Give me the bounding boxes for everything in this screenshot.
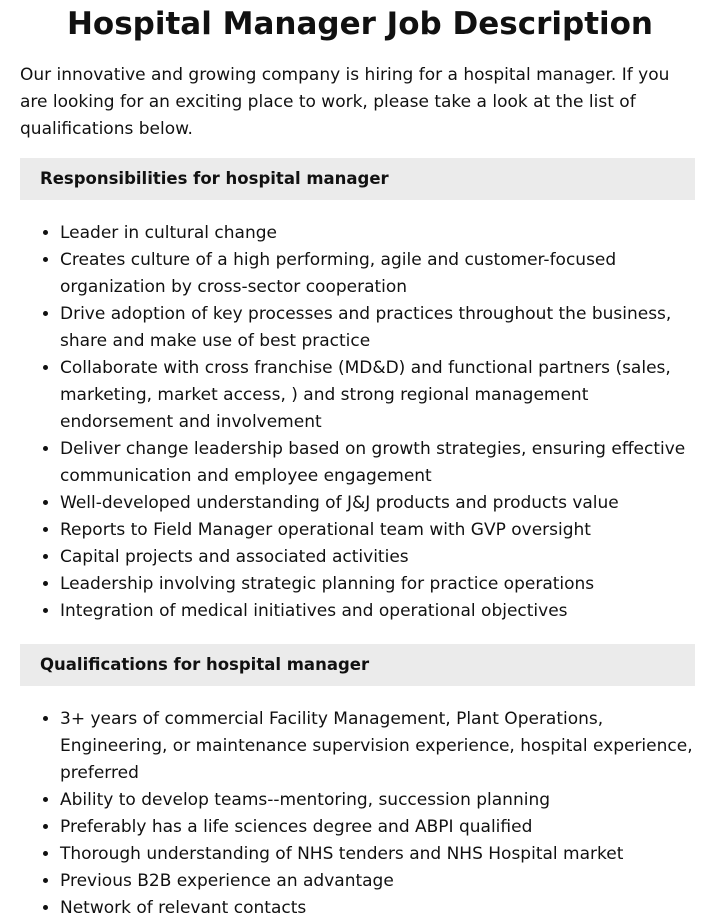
- list-item: • Network of relevant contacts: [60, 895, 700, 922]
- list-item: • Deliver change leadership based on growth strategies, ensuring effective communication and employee engagement: [60, 436, 700, 490]
- list-item: • Drive adoption of key processes and practices throughout the business, share and make use of best practice: [60, 301, 700, 355]
- list-item: • Integration of medical initiatives and operational objectives: [60, 598, 700, 625]
- list-item: • 3+ years of commercial Facility Management, Plant Operations, Engineering, or maintenance supervision experience, hospital experience, preferred: [60, 706, 700, 787]
- list-item: • Reports to Field Manager operational team with GVP oversight: [60, 517, 700, 544]
- list-item: • Well-developed understanding of J&J products and products value: [60, 490, 700, 517]
- qualifications-list: [0, 706, 700, 922]
- list-item: • Leadership involving strategic planning for practice operations: [60, 571, 700, 598]
- list-item: • Previous B2B experience an advantage: [60, 868, 700, 895]
- list-item: • Thorough understanding of NHS tenders and NHS Hospital market: [60, 841, 700, 868]
- list-item: • Capital projects and associated activities: [60, 544, 700, 571]
- responsibilities-list: [0, 220, 700, 625]
- list-item: • Leader in cultural change: [60, 220, 700, 247]
- list-item: • Creates culture of a high performing, agile and customer-focused organization by cross-sector cooperation: [60, 247, 700, 301]
- responsibilities-heading: Responsibilities for hospital manager: [20, 158, 695, 200]
- list-item: • Collaborate with cross franchise (MD&D) and functional partners (sales, marketing, market access, ) and strong regional management endorsement and involvement: [60, 355, 700, 436]
- qualifications-heading: Qualifications for hospital manager: [20, 644, 695, 686]
- intro-text: Our innovative and growing company is hiring for a hospital manager. If you are looking for an exciting place to work, please take a look at the list of qualifications below.: [20, 65, 670, 139]
- page-title: Hospital Manager Job Description: [66, 6, 654, 42]
- list-item: • Ability to develop teams--mentoring, succession planning: [60, 787, 700, 814]
- list-item: • Preferably has a life sciences degree and ABPI qualified: [60, 814, 700, 841]
